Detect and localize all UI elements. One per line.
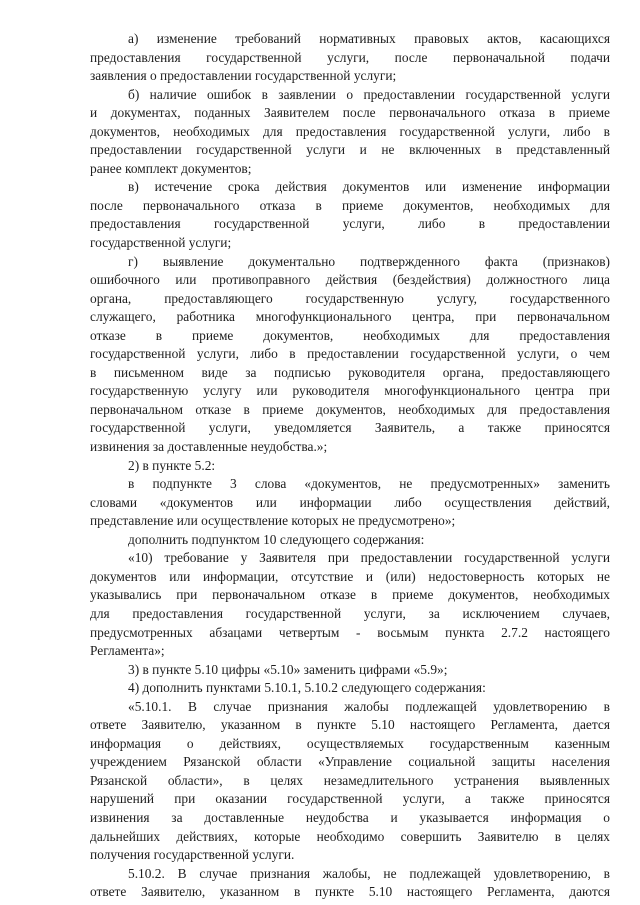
text-line: ответе Заявителю, указанном в пункте 5.10 настоящего Регламента, дается bbox=[90, 717, 610, 733]
text-line: для предоставления государственной услуги, за исключением случаев, bbox=[90, 605, 610, 621]
text-line: предоставлении государственной услуги и не включенных в представленный bbox=[90, 142, 610, 158]
text-line: дополнить подпунктом 10 следующего содержания: bbox=[128, 531, 425, 547]
text-line: документов, необходимых для предоставления государственной услуги, либо в bbox=[90, 123, 610, 139]
paragraph-a bbox=[90, 30, 610, 86]
paragraph-p5101 bbox=[90, 698, 610, 865]
text-line: документов или информации, отсутствие и (или) недостоверность которых не bbox=[90, 568, 610, 584]
text-line: извинения за доставленные неудобства и указывается информация о bbox=[90, 809, 610, 825]
text-line: информация о действиях, осуществляемых государственным казенным bbox=[90, 735, 610, 751]
text-line: органа, предоставляющего государственную услугу, государственного bbox=[90, 290, 610, 306]
text-line: учреждением Рязанской области «Управление социальной защиты населения bbox=[90, 754, 610, 770]
text-line: государственной услуги, уведомляется Заявитель, а также приносятся bbox=[90, 420, 610, 436]
paragraph-b bbox=[90, 86, 610, 179]
text-line: в подпункте 3 слова «документов, не предусмотренных» заменить bbox=[128, 476, 610, 492]
text-line: «5.10.1. В случае признания жалобы подлежащей удовлетворению в bbox=[128, 698, 610, 714]
text-line: предусмотренных абзацами четвертым - восьмым пункта 2.7.2 настоящего bbox=[90, 624, 610, 640]
text-line: Рязанской области», в целях незамедлительного устранения выявленных bbox=[90, 772, 610, 788]
text-line: заявления о предоставлении государственной услуги; bbox=[90, 68, 397, 84]
text-line: после первоначального отказа в приеме документов, необходимых для bbox=[90, 197, 610, 213]
text-line: а) изменение требований нормативных правовых актов, касающихся bbox=[128, 31, 610, 46]
text-line: в письменном виде за подписью руководителя органа, предоставляющего bbox=[90, 364, 610, 380]
paragraph-p2 bbox=[90, 457, 610, 476]
document-body bbox=[90, 30, 610, 902]
text-line: указывались при первоначальном отказе в приеме документов, необходимых bbox=[90, 587, 610, 603]
top-margin bbox=[90, 0, 610, 30]
text-line: дальнейших действиях, которые необходимо совершить Заявителю в целях bbox=[90, 828, 610, 844]
text-line: б) наличие ошибок в заявлении о предоставлении государственной услуги bbox=[128, 86, 610, 102]
text-line: предоставления государственной услуги, либо в предоставлении bbox=[90, 216, 610, 232]
text-line: «10) требование у Заявителя при предоставлении государственной услуги bbox=[128, 550, 610, 566]
text-line: предоставления государственной услуги, после первоначальной подачи bbox=[90, 49, 610, 65]
text-line: и документах, поданных Заявителем после первоначального отказа в приеме bbox=[90, 105, 610, 121]
paragraph-v bbox=[90, 178, 610, 252]
paragraph-p5102 bbox=[90, 865, 610, 902]
document-page bbox=[90, 0, 610, 905]
paragraph-p3 bbox=[90, 661, 610, 680]
paragraph-p2sub bbox=[90, 475, 610, 531]
text-line: ответе Заявителю, указанном в пункте 5.10 настоящего Регламента, даются bbox=[90, 884, 610, 900]
text-line: представление или осуществление которых не предусмотрено»; bbox=[90, 513, 456, 529]
text-line: Регламента»; bbox=[90, 643, 165, 659]
text-line: государственную услугу или руководителя многофункционального центра при bbox=[90, 383, 610, 399]
text-line: ранее комплект документов; bbox=[90, 160, 252, 176]
text-line: 5.10.2. В случае признания жалобы, не подлежащей удовлетворению, в bbox=[128, 865, 610, 881]
text-line: отказе в приеме документов, необходимых для предоставления bbox=[90, 327, 610, 343]
text-line: извинения за доставленные неудобства.»; bbox=[90, 439, 328, 455]
text-line: нарушений при оказании государственной услуги, а также приносятся bbox=[90, 791, 610, 807]
text-line: в) истечение срока действия документов или изменение информации bbox=[128, 179, 610, 195]
text-line: государственной услуги, либо в предоставлении государственной услуги, о чем bbox=[90, 346, 610, 362]
paragraph-p10 bbox=[90, 549, 610, 660]
text-line: получения государственной услуги. bbox=[90, 847, 295, 863]
paragraph-p2add bbox=[90, 531, 610, 550]
text-line: ошибочного или противоправного действия (бездействия) должностного лица bbox=[90, 272, 610, 288]
text-line: служащего, работника многофункционального центра, при первоначальном bbox=[90, 309, 610, 325]
text-line: 4) дополнить пунктами 5.10.1, 5.10.2 следующего содержания: bbox=[128, 680, 486, 696]
paragraph-p4 bbox=[90, 679, 610, 698]
text-line: 2) в пункте 5.2: bbox=[128, 457, 216, 473]
text-line: г) выявление документально подтвержденного факта (признаков) bbox=[128, 253, 610, 269]
text-line: государственной услуги; bbox=[90, 235, 232, 251]
paragraph-g bbox=[90, 253, 610, 457]
text-line: первоначальном отказе в приеме документов, необходимых для предоставления bbox=[90, 401, 610, 417]
text-line: 3) в пункте 5.10 цифры «5.10» заменить цифрами «5.9»; bbox=[128, 661, 448, 677]
text-line: словами «документов или информации либо осуществления действий, bbox=[90, 494, 610, 510]
